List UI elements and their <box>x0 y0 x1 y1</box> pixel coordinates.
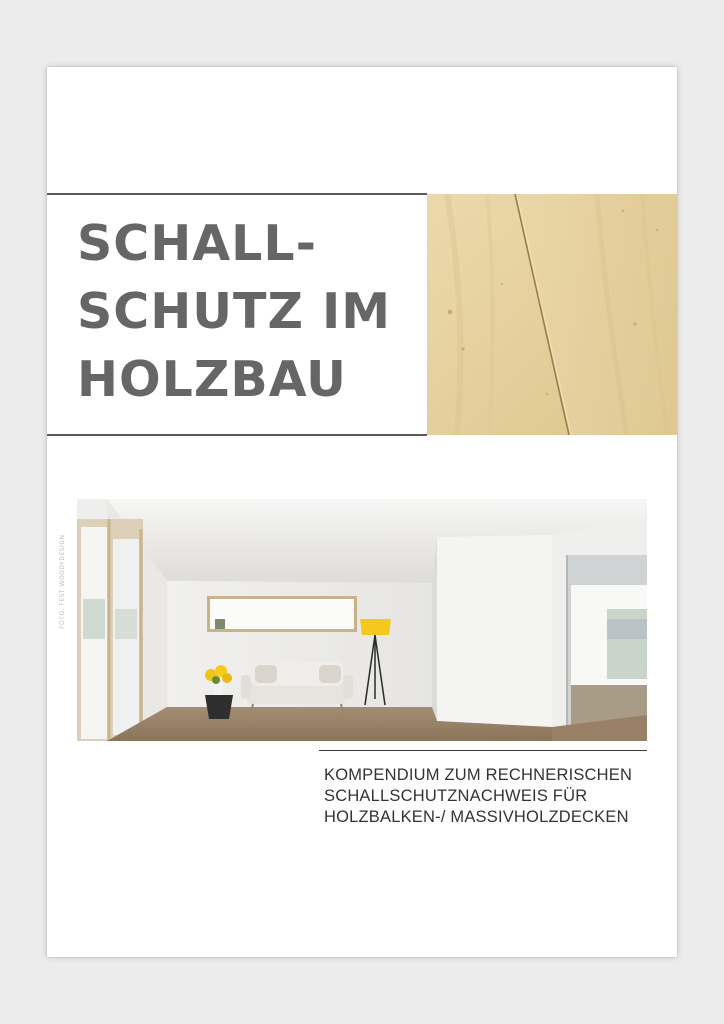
interior-room-photo <box>77 499 647 741</box>
subtitle-line-2: SCHALLSCHUTZNACHWEIS FÜR <box>324 787 588 805</box>
subtitle-line-3: HOLZBALKEN-/ MASSIVHOLZDECKEN <box>324 808 629 826</box>
title-line-2: SCHUTZ IM <box>77 283 392 340</box>
wood-texture-image <box>427 194 677 435</box>
title-line-3: HOLZBAU <box>77 351 347 408</box>
wood-panel-photo <box>427 194 677 435</box>
title-line-1: SCHALL- <box>77 215 317 272</box>
cover-page <box>47 67 677 957</box>
photo-credit: FOTO: FEST WOODYDESIGN <box>59 534 66 629</box>
interior-room-image <box>77 499 647 741</box>
subtitle-line-1: KOMPENDIUM ZUM RECHNERISCHEN <box>324 766 633 784</box>
title-bottom-rule <box>47 434 427 436</box>
cover-subtitle <box>324 765 654 828</box>
subtitle-rule <box>319 750 647 751</box>
cover-title <box>77 210 427 414</box>
title-top-rule <box>47 193 427 195</box>
